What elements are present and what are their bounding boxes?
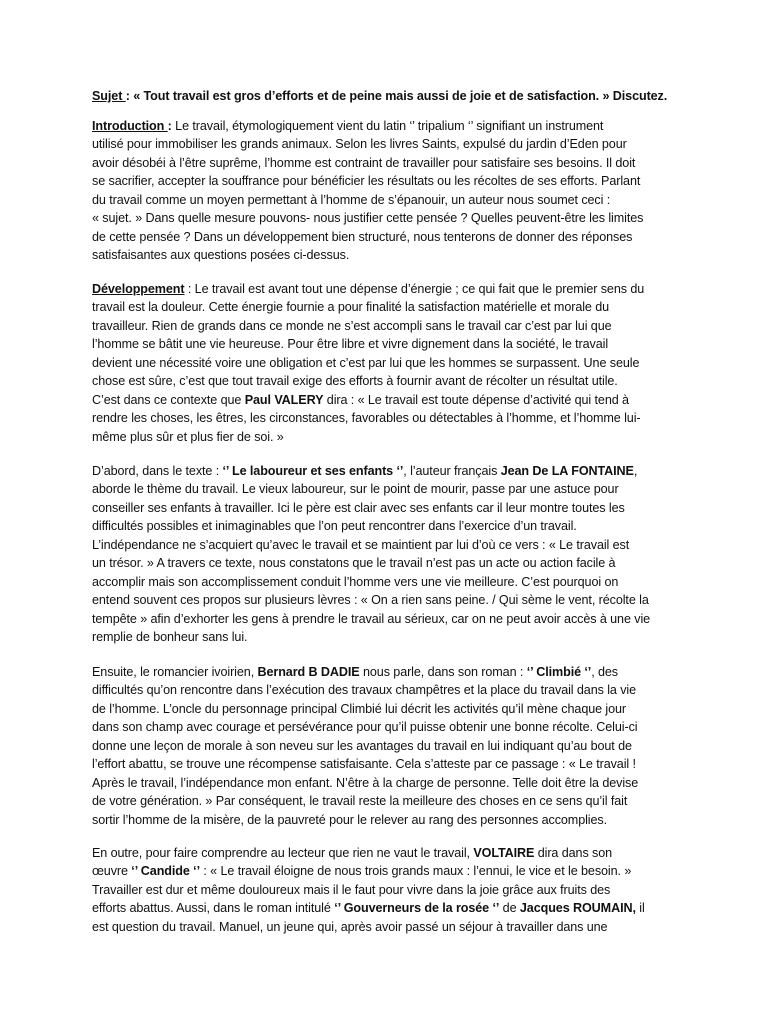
work-title: ‘’ Le laboureur et ses enfants ‘’	[222, 464, 404, 478]
work-title: ‘’ Climbié ‘’	[526, 665, 592, 679]
fontaine-mid: , l’auteur français	[403, 464, 501, 478]
voltaire-intro: En outre, pour faire comprendre au lecteur que rien ne vaut le travail,	[92, 846, 474, 860]
introduction-line: de cette pensée ? Dans un développement bien structuré, nous tenterons de donner des réponses	[92, 229, 633, 244]
developpement-line	[92, 280, 682, 298]
fontaine-line: tempête » afin d’exhorter les gens à prendre le travail au sérieux, car on ne peut avoir accès à une vie	[92, 611, 651, 626]
valery-quote: dira : « Le travail est toute dépense d’activité qui tend à	[323, 392, 629, 407]
developpement-paragraph	[92, 280, 682, 446]
voltaire-line: Travailler est dur et même douloureux mais il le faut pour vivre dans la joie grâce aux fruits des	[92, 882, 611, 897]
dadie-line	[92, 663, 682, 681]
developpement-text: : Le travail est avant tout une dépense d’énergie ; ce qui fait que le premier sens du	[184, 282, 645, 296]
developpement-line: travail est la douleur. Cette énergie fournie a pour finalité la satisfaction matérielle et morale du	[92, 300, 610, 315]
voltaire-paragraph	[92, 844, 682, 936]
fontaine-line: un trésor. » A travers ce texte, nous constatons que le travail n’est pas un acte ou action facile à	[92, 556, 616, 571]
roumain-mid: de	[499, 901, 520, 916]
developpement-line: chose est sûre, c’est que tout travail exige des efforts à fournir avant de récolter un résultat utile.	[92, 374, 618, 389]
fontaine-line: L’indépendance ne s’acquiert qu’avec le travail et se maintient par lui d’où ce vers : « Le travail est	[92, 537, 630, 552]
dadie-intro: Ensuite, le romancier ivoirien,	[92, 665, 258, 679]
introduction-separator: :	[167, 119, 172, 133]
introduction-line: avoir désobéi à l’être suprême, l’homme est contraint de travailler pour satisfaire ses besoins. Il doit	[92, 155, 636, 170]
voltaire-line	[92, 862, 682, 880]
developpement-line: même plus sûr et plus fier de soi. »	[92, 429, 284, 444]
developpement-line: devient une nécessité voire une obligation et c’est par lui que les hommes se surpassent. Une seule	[92, 355, 640, 370]
introduction-line: satisfaisantes aux questions posées ci-dessus.	[92, 248, 350, 263]
introduction-text: Le travail, étymologiquement vient du latin ‘’ tripalium ‘’ signifiant un instrument	[171, 119, 604, 133]
dadie-paragraph	[92, 663, 682, 829]
introduction-label: Introduction	[92, 119, 168, 133]
fontaine-line: accomplir mais son accomplissement conduit l’homme vers une vie meilleure. C’est pourquoi on	[92, 574, 619, 589]
voltaire-line	[92, 899, 682, 917]
introduction-line: « sujet. » Dans quelle mesure pouvons- nous justifier cette pensée ? Quelles peuvent-être les limites	[92, 211, 644, 226]
fontaine-line: aborde le thème du travail. Le vieux laboureur, sur le point de mourir, passe par une astuce pour	[92, 482, 619, 497]
author-name: Bernard B DADIE	[257, 665, 360, 679]
subject-text: « Tout travail est gros d’efforts et de peine mais aussi de joie et de satisfaction. » Discutez.	[133, 89, 668, 103]
roumain-intro: efforts abattus. Aussi, dans le roman intitulé	[92, 901, 335, 916]
dadie-line: de l’homme. L’oncle du personnage principal Climbié lui décrit les activités qu’il mène chaque jour	[92, 701, 627, 716]
voltaire-line	[92, 844, 682, 862]
work-title: ‘’ Gouverneurs de la rosée ‘’	[334, 901, 500, 916]
fontaine-line: conseiller ses enfants à travailler. Ici le père est clair avec ses enfants car il leur montre toutes les	[92, 500, 625, 515]
author-name: VOLTAIRE	[473, 846, 535, 860]
voltaire-oeuvre: œuvre	[92, 864, 132, 879]
dadie-line: Après le travail, l’indépendance mon enfant. N’être à la charge de personne. Telle doit être la devise	[92, 775, 639, 790]
dadie-line: dans son champ avec courage et persévérance pour qu’il puisse obtenir une bonne récolte. Celui-ci	[92, 720, 638, 735]
developpement-line: rendre les choses, les êtres, les circonstances, favorables ou détectables à l’homme, et l’homme lui-	[92, 411, 641, 426]
author-name: Jean De LA FONTAINE	[500, 464, 634, 478]
fontaine-post: ,	[633, 464, 638, 478]
introduction-line: utilisé pour immobiliser les grands animaux. Selon les livres Saints, expulsé du jardin d’Eden pour	[92, 137, 627, 152]
fontaine-intro: D’abord, dans le texte :	[92, 464, 223, 478]
fontaine-line: entend souvent ces propos sur plusieurs lèvres : « On a rien sans peine. / Qui sème le vent, récolte la	[92, 593, 649, 608]
fontaine-line: remplie de bonheur sans lui.	[92, 630, 248, 645]
author-name: Paul VALERY	[244, 392, 324, 407]
dadie-line: sortir l’homme de la misère, de la pauvreté pour le relever au rang des personnes accomplies.	[92, 812, 608, 827]
voltaire-post: dira dans son	[534, 846, 613, 860]
roumain-post: il	[635, 901, 645, 916]
developpement-line	[92, 391, 682, 409]
work-title: ‘’ Candide ‘’	[131, 864, 200, 879]
dadie-line: donne une leçon de morale à son neveu sur les avantages du travail en lui indiquant qu’au bout de	[92, 738, 632, 753]
dadie-line: de votre génération. » Par conséquent, le travail reste la meilleure des choses en ce sens qu’il fait	[92, 794, 628, 809]
developpement-label: Développement	[92, 282, 185, 296]
dadie-post: , des	[591, 665, 619, 679]
introduction-line: se sacrifier, accepter la souffrance pour bénéficier les résultats ou les récoltes de ses efforts. Parlant	[92, 174, 641, 189]
voltaire-quote: : « Le travail éloigne de nous trois grands maux : l’ennui, le vice et le besoin. »	[199, 864, 632, 879]
dadie-line: l’effort abattu, se trouve une récompense satisfaisante. Cela s’atteste par ce passage : « Le travail !	[92, 757, 636, 772]
fontaine-line: difficultés possibles et inimaginables que l’on peut rencontrer dans l’exercice d’un travail.	[92, 519, 577, 534]
author-name: Jacques ROUMAIN,	[519, 901, 636, 916]
introduction-paragraph	[92, 117, 682, 265]
dadie-mid: nous parle, dans son roman :	[359, 665, 527, 679]
dadie-line: difficultés qu’on rencontre dans l’exécution des travaux champêtres et la place du travail dans la vie	[92, 683, 637, 698]
fontaine-line	[92, 462, 682, 480]
subject-line	[92, 87, 682, 105]
introduction-line	[92, 117, 682, 135]
developpement-line: l’homme se bâtit une vie heureuse. Pour être libre et vivre dignement dans la société, le travail	[92, 337, 609, 352]
introduction-line: du travail comme un moyen permettant à l’homme de s’épanouir, un auteur nous soumet ceci :	[92, 192, 611, 207]
subject-separator: :	[125, 89, 134, 103]
valery-intro: C’est dans ce contexte que	[92, 392, 245, 407]
voltaire-line: est question du travail. Manuel, un jeune qui, après avoir passé un séjour à travailler dans une	[92, 919, 608, 934]
subject-label: Sujet	[92, 89, 126, 103]
fontaine-paragraph	[92, 462, 682, 647]
developpement-line: travailleur. Rien de grands dans ce monde ne s’est accompli sans le travail car c’est par lui que	[92, 318, 612, 333]
